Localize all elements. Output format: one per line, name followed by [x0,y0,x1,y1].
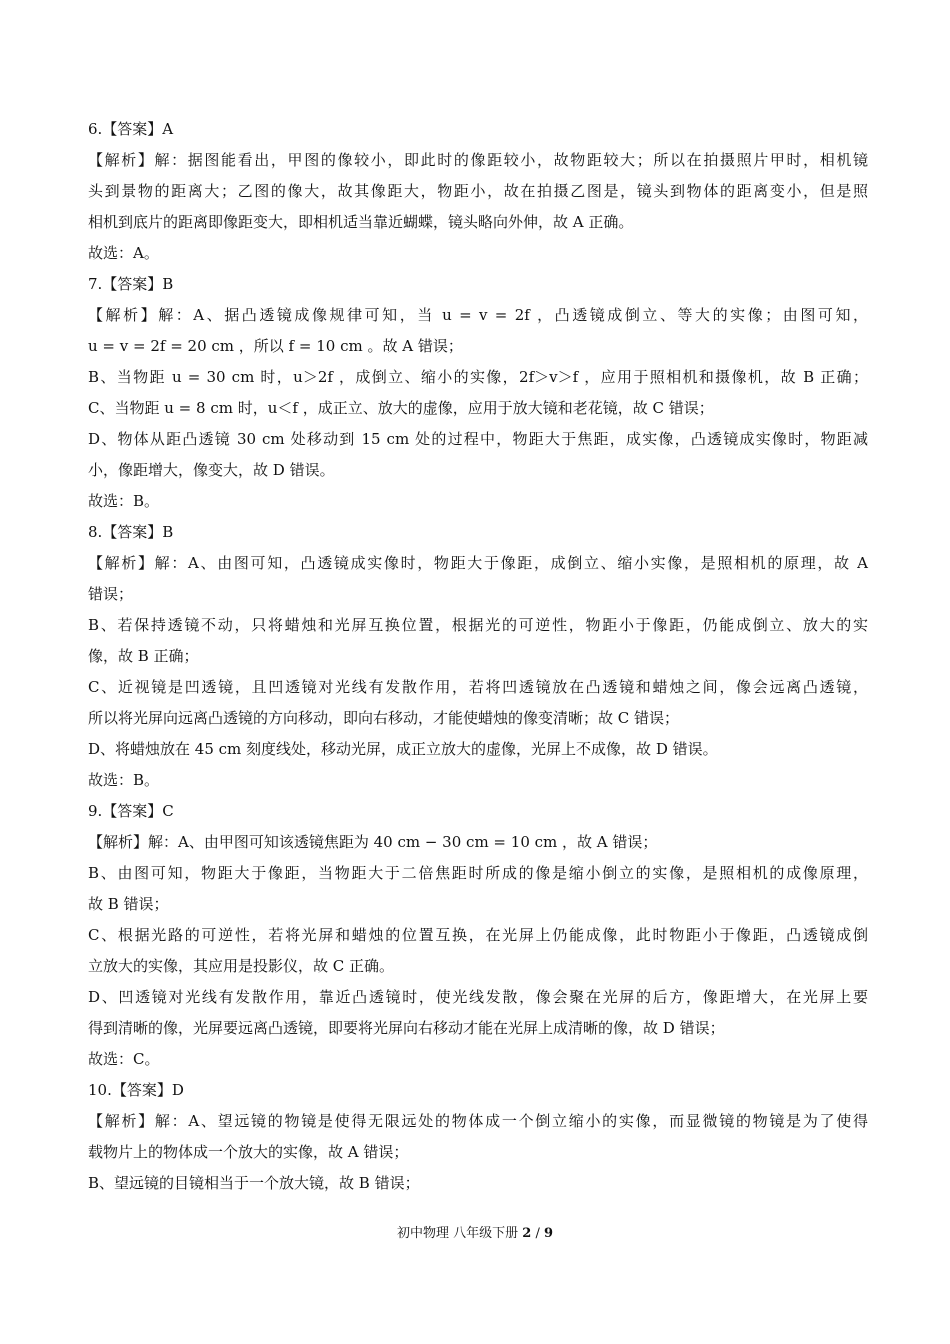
analysis-9-option-d-line-2: 得到清晰的像，光屏要远离凸透镜，即要将光屏向右移动才能在光屏上成清晰的像，故 D 错误； [88,1019,725,1037]
analysis-8-option-c-line-1: C、近视镜是凹透镜，且凹透镜对光线有发散作用，若将凹透镜放在凸透镜和蜡烛之间，像会远离凸透镜， [88,678,868,696]
analysis-8-line-2: 错误； [88,585,134,603]
analysis-8-line-1: 【解析】解：A、由图可知，凸透镜成实像时，物距大于像距，成倒立、缩小实像，是照相机的原理，故 A [88,554,868,572]
footer-page-number: 2 [522,1226,532,1241]
analysis-7-option-d-line-1: D、物体从距凸透镜 30 cm 处移动到 15 cm 处的过程中，物距大于焦距，成实像，凸透镜成实像时，物距减 [88,430,868,448]
answer-7-heading: 7.【答案】B [88,275,174,293]
analysis-9-line-1: 【解析】解：A、由甲图可知该透镜焦距为 40 cm − 30 cm = 10 cm ，故 A 错误； [88,833,658,851]
analysis-9-option-c-line-2: 立放大的实像，其应用是投影仪，故 C 正确。 [88,957,395,975]
analysis-7-option-b: B、当物距 u = 30 cm 时，u＞2f ，成倒立、缩小的实像，2f＞v＞f ，应用于照相机和摄像机，故 B 正确； [88,368,868,386]
analysis-10-line-1: 【解析】解：A、望远镜的物镜是使得无限远处的物体成一个倒立缩小的实像，而显微镜的物镜是为了使得 [88,1112,868,1130]
analysis-10-line-2: 载物片上的物体成一个放大的实像，故 A 错误； [88,1143,409,1161]
analysis-8-option-c-line-2: 所以将光屏向远离凸透镜的方向移动，即向右移动，才能使蜡烛的像变清晰；故 C 错误； [88,709,680,727]
analysis-6-line-3: 相机到底片的距离即像距变大，即相机适当靠近蝴蝶，镜头略向外伸，故 A 正确。 [88,213,634,231]
analysis-8-option-b-line-2: 像，故 B 正确； [88,647,199,665]
footer-subject: 初中物理 八年级下册 [396,1226,519,1241]
analysis-10-option-b: B、望远镜的目镜相当于一个放大镜，故 B 错误； [88,1174,420,1192]
analysis-9-option-c-line-1: C、根据光路的可逆性，若将光屏和蜡烛的位置互换，在光屏上仍能成像，此时物距小于像距，凸透镜成倒 [88,926,868,944]
answer-9-heading: 9.【答案】C [88,802,174,820]
answer-7-choice: 故选：B。 [88,492,160,510]
analysis-7-option-c: C、当物距 u = 8 cm 时，u＜f ，成正立、放大的虚像，应用于放大镜和老花镜，故 C 错误； [88,399,714,417]
footer-separator: / [535,1226,540,1241]
answer-8-heading: 8.【答案】B [88,523,174,541]
document-body [88,114,868,1199]
analysis-7-option-d-line-2: 小，像距增大，像变大，故 D 错误。 [88,461,335,479]
analysis-8-option-b-line-1: B、若保持透镜不动，只将蜡烛和光屏互换位置，根据光的可逆性，物距小于像距，仍能成倒立、放大的实 [88,616,868,634]
analysis-9-option-b-line-1: B、由图可知，物距大于像距，当物距大于二倍焦距时所成的像是缩小倒立的实像，是照相机的成像原理， [88,864,868,882]
answer-9-choice: 故选：C。 [88,1050,160,1068]
analysis-6-line-2: 头到景物的距离大；乙图的像大，故其像距大，物距小，故在拍摄乙图是，镜头到物体的距离变小，但是照 [88,182,868,200]
answer-6-choice: 故选：A。 [88,244,159,262]
analysis-9-option-b-line-2: 故 B 错误； [88,895,169,913]
footer-total-pages: 9 [543,1226,554,1241]
answer-8-choice: 故选：B。 [88,771,160,789]
answer-6-heading: 6.【答案】A [88,120,174,138]
answer-10-heading: 10.【答案】D [88,1081,184,1099]
analysis-7-line-2: u = v = 2f = 20 cm ，所以 f = 10 cm 。故 A 错误； [88,337,463,355]
page-footer [0,1224,950,1244]
analysis-7-line-1: 【解析】解：A、据凸透镜成像规律可知，当 u = v = 2f ，凸透镜成倒立、等大的实像；由图可知， [88,306,868,324]
analysis-8-option-d: D、将蜡烛放在 45 cm 刻度线处，移动光屏，成正立放大的虚像，光屏上不成像，故 D 错误。 [88,740,718,758]
analysis-9-option-d-line-1: D、凹透镜对光线有发散作用，靠近凸透镜时，使光线发散，像会聚在光屏的后方，像距增大，在光屏上要 [88,988,868,1006]
analysis-6-line-1: 【解析】解：据图能看出，甲图的像较小，即此时的像距较小，故物距较大；所以在拍摄照片甲时，相机镜 [88,151,868,169]
